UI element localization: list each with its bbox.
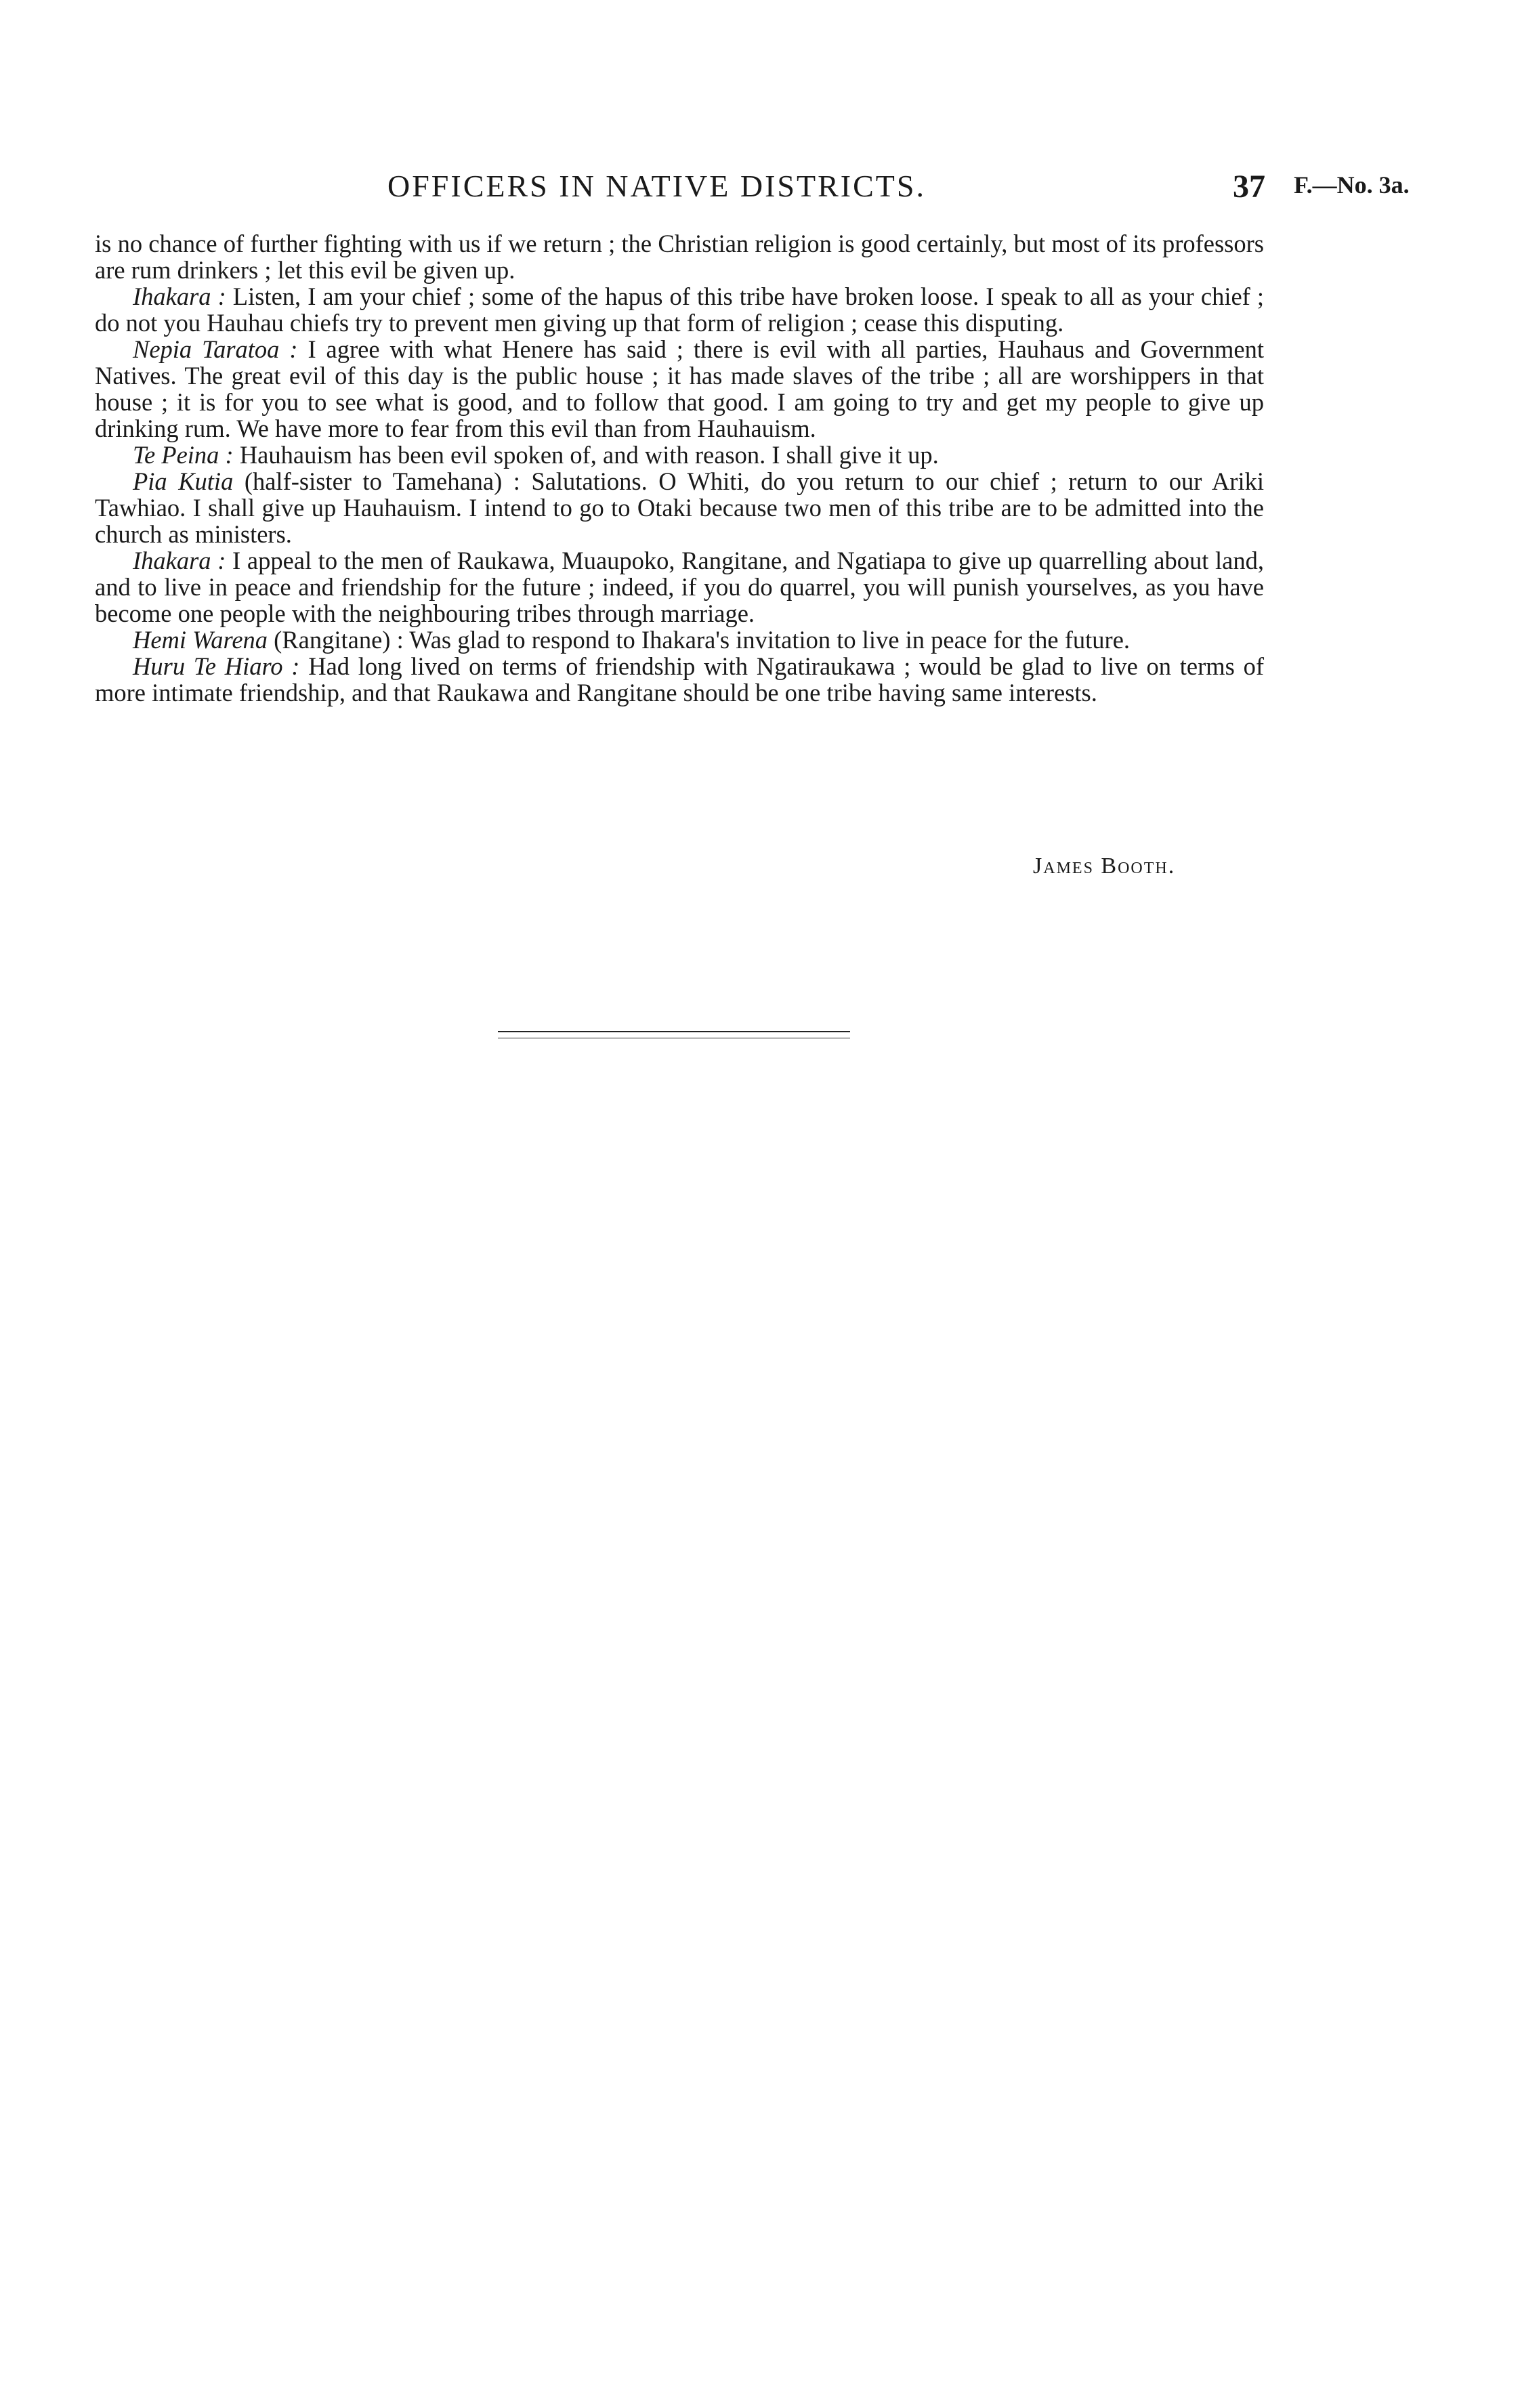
paragraph <box>95 336 1264 442</box>
speaker-name: Ihakara : <box>133 547 226 574</box>
speaker-name: Te Peina : <box>133 441 234 469</box>
signature: James Booth. <box>1033 853 1176 879</box>
paragraph-text: Listen, I am your chief ; some of the hapus of this tribe have broken loose. I speak to all as your chief ; do not you Hauhau chiefs try to prevent men giving up that form of religion ; cease this disputing. <box>95 282 1265 337</box>
paragraph-text: (half-sister to Tamehana) : Salutations. O Whiti, do you return to our chief ; return to our Ariki Tawhiao. I shall give up Hauhauism. I intend to go to Otaki because two men of this tribe are to be admitted into the church as ministers. <box>95 467 1264 548</box>
paragraph-text: Had long lived on terms of friendship with Ngatiraukawa ; would be glad to live on terms of more intimate friendship, and that Raukawa and Rangitane should be one tribe having same interests. <box>95 652 1265 706</box>
paragraph-text: I agree with what Henere has said ; there is evil with all parties, Hauhaus and Government Natives. The great evil of this day is the public house ; it has made slaves of the tribe ; all are worshippers in that house ; it is for you to see what is good, and to follow that good. I am going to try and get my people to give up drinking rum. We have more to fear from this evil than from Hauhauism. <box>95 335 1265 442</box>
speaker-name: Hemi Warena <box>133 626 268 654</box>
paragraph <box>95 627 1264 653</box>
running-title: OFFICERS IN NATIVE DISTRICTS. <box>387 169 926 203</box>
speaker-name: Pia Kutia <box>133 467 234 495</box>
paragraph <box>95 468 1264 547</box>
speaker-name: Ihakara : <box>133 282 226 310</box>
paragraph <box>95 547 1264 627</box>
paragraph <box>95 230 1264 283</box>
paragraph-text: I appeal to the men of Raukawa, Muaupoko, Rangitane, and Ngatiapa to give up quarrelling about land, and to live in peace and friendship for the future ; indeed, if you do quarrel, you will punish yourselves, as you have become one people with the neighbouring tribes through marriage. <box>95 547 1264 627</box>
speaker-name: Nepia Taratoa : <box>133 335 298 363</box>
page-header <box>95 168 1436 209</box>
paragraph-text: Hauhauism has been evil spoken of, and with reason. I shall give it up. <box>233 441 939 469</box>
body-text <box>95 230 1264 706</box>
paragraph-text: is no chance of further fighting with us if we return ; the Christian religion is good certainly, but most of its professors are rum drinkers ; let this evil be given up. <box>95 230 1264 284</box>
speaker-name: Huru Te Hiaro : <box>133 652 300 680</box>
section-divider <box>498 1031 850 1038</box>
page-number: 37 <box>1233 169 1265 205</box>
document-reference: F.—No. 3a. <box>1294 171 1410 198</box>
paragraph-text: (Rangitane) : Was glad to respond to Ihakara's invitation to live in peace for the future. <box>268 626 1131 654</box>
paragraph <box>95 283 1264 336</box>
paragraph <box>95 442 1264 468</box>
paragraph <box>95 653 1264 706</box>
